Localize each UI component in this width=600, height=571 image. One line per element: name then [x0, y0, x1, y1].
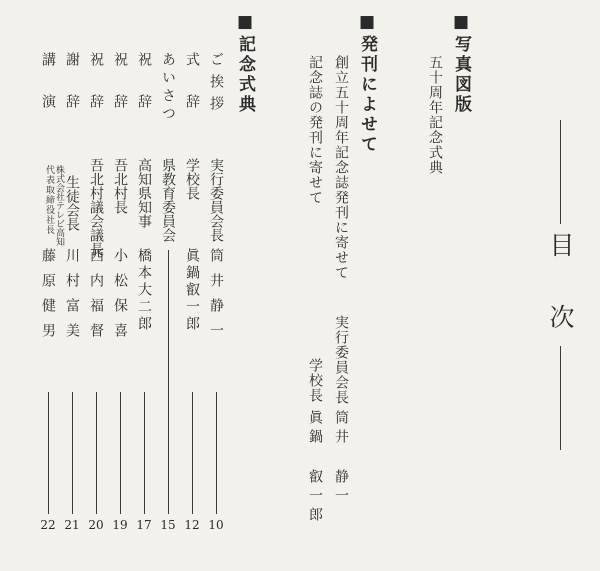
toc-title-2: 次 — [546, 304, 575, 329]
kinen-entry-page: 12 — [184, 518, 200, 532]
kinen-entry-name: 橋本大二郎 — [136, 248, 152, 333]
toc-title-1: 目 — [546, 232, 575, 257]
kinen-entry-page: 22 — [40, 518, 56, 532]
hakkan-entry-role: 学校長 — [307, 358, 323, 403]
leader-line — [144, 392, 145, 514]
kinen-entry-role: 県教育委員会 — [160, 158, 176, 242]
title-rule-top — [560, 120, 561, 224]
leader-line — [120, 392, 121, 514]
kinen-entry-role: 高知県知事 — [136, 158, 152, 228]
kinen-entry-label: 式辞 — [184, 52, 200, 136]
kinen-entry-name: 眞鍋叡一郎 — [184, 248, 200, 333]
kinen-entry-role: 生徒会長 — [64, 175, 80, 231]
section-heading-photo: ■写真図版 — [451, 12, 471, 115]
kinen-entry-label: あいさつ — [160, 52, 176, 124]
leader-line — [72, 392, 73, 514]
kinen-entry-label: 祝辞 — [88, 52, 104, 136]
hakkan-entry-role: 実行委員会長 — [333, 315, 349, 405]
hakkan-entry-text: 創立五十周年記念誌発刊に寄せて — [333, 55, 349, 280]
hakkan-entry-name: 眞鍋 叡一郎 — [307, 410, 323, 526]
kinen-entry-label: 祝辞 — [112, 52, 128, 136]
section-heading-hakkan: ■発刊によせて — [357, 12, 377, 155]
kinen-entry-page: 21 — [64, 518, 80, 532]
kinen-entry-label: ご挨拶 — [208, 52, 224, 118]
kinen-entry-name: 藤原健男 — [40, 248, 56, 348]
title-rule-bottom — [560, 346, 561, 450]
photo-subtitle: 五十周年記念式典 — [427, 55, 443, 175]
leader-line — [168, 250, 169, 514]
kinen-entry-name: 川村富美 — [64, 248, 80, 348]
kinen-entry-page: 20 — [88, 518, 104, 532]
leader-line — [216, 392, 217, 514]
kinen-entry-role: 吾北村長 — [112, 158, 128, 214]
kinen-entry-page: 17 — [136, 518, 152, 532]
kinen-entry-name: 筒井静一 — [208, 248, 224, 348]
kinen-entry-role: 実行委員会長 — [208, 158, 224, 242]
kinen-entry-page: 10 — [208, 518, 224, 532]
kinen-entry-page: 19 — [112, 518, 128, 532]
kinen-entry-page: 15 — [160, 518, 176, 532]
kinen-entry-label: 祝辞 — [136, 52, 152, 136]
hakkan-entry-text: 記念誌の発刊に寄せて — [307, 55, 323, 205]
kinen-entry-role: 学校長 — [184, 158, 200, 200]
kinen-entry-label: 講演 — [40, 52, 56, 136]
kinen-entry-role: 吾北村議会議長 — [88, 158, 104, 256]
kinen-entry-label: 謝辞 — [64, 52, 80, 136]
section-heading-kinen: ■記念式典 — [235, 12, 255, 115]
leader-line — [48, 392, 49, 514]
leader-line — [192, 392, 193, 514]
leader-line — [96, 392, 97, 514]
kinen-entry-role-line1: 株式会社テレビ高知 — [54, 165, 64, 246]
kinen-entry-name: 西内福督 — [88, 248, 104, 348]
kinen-entry-name: 小松保喜 — [112, 248, 128, 348]
kinen-entry-role-line2: 代表取締役社長 — [44, 165, 54, 235]
hakkan-entry-name: 筒井 静一 — [333, 410, 349, 507]
